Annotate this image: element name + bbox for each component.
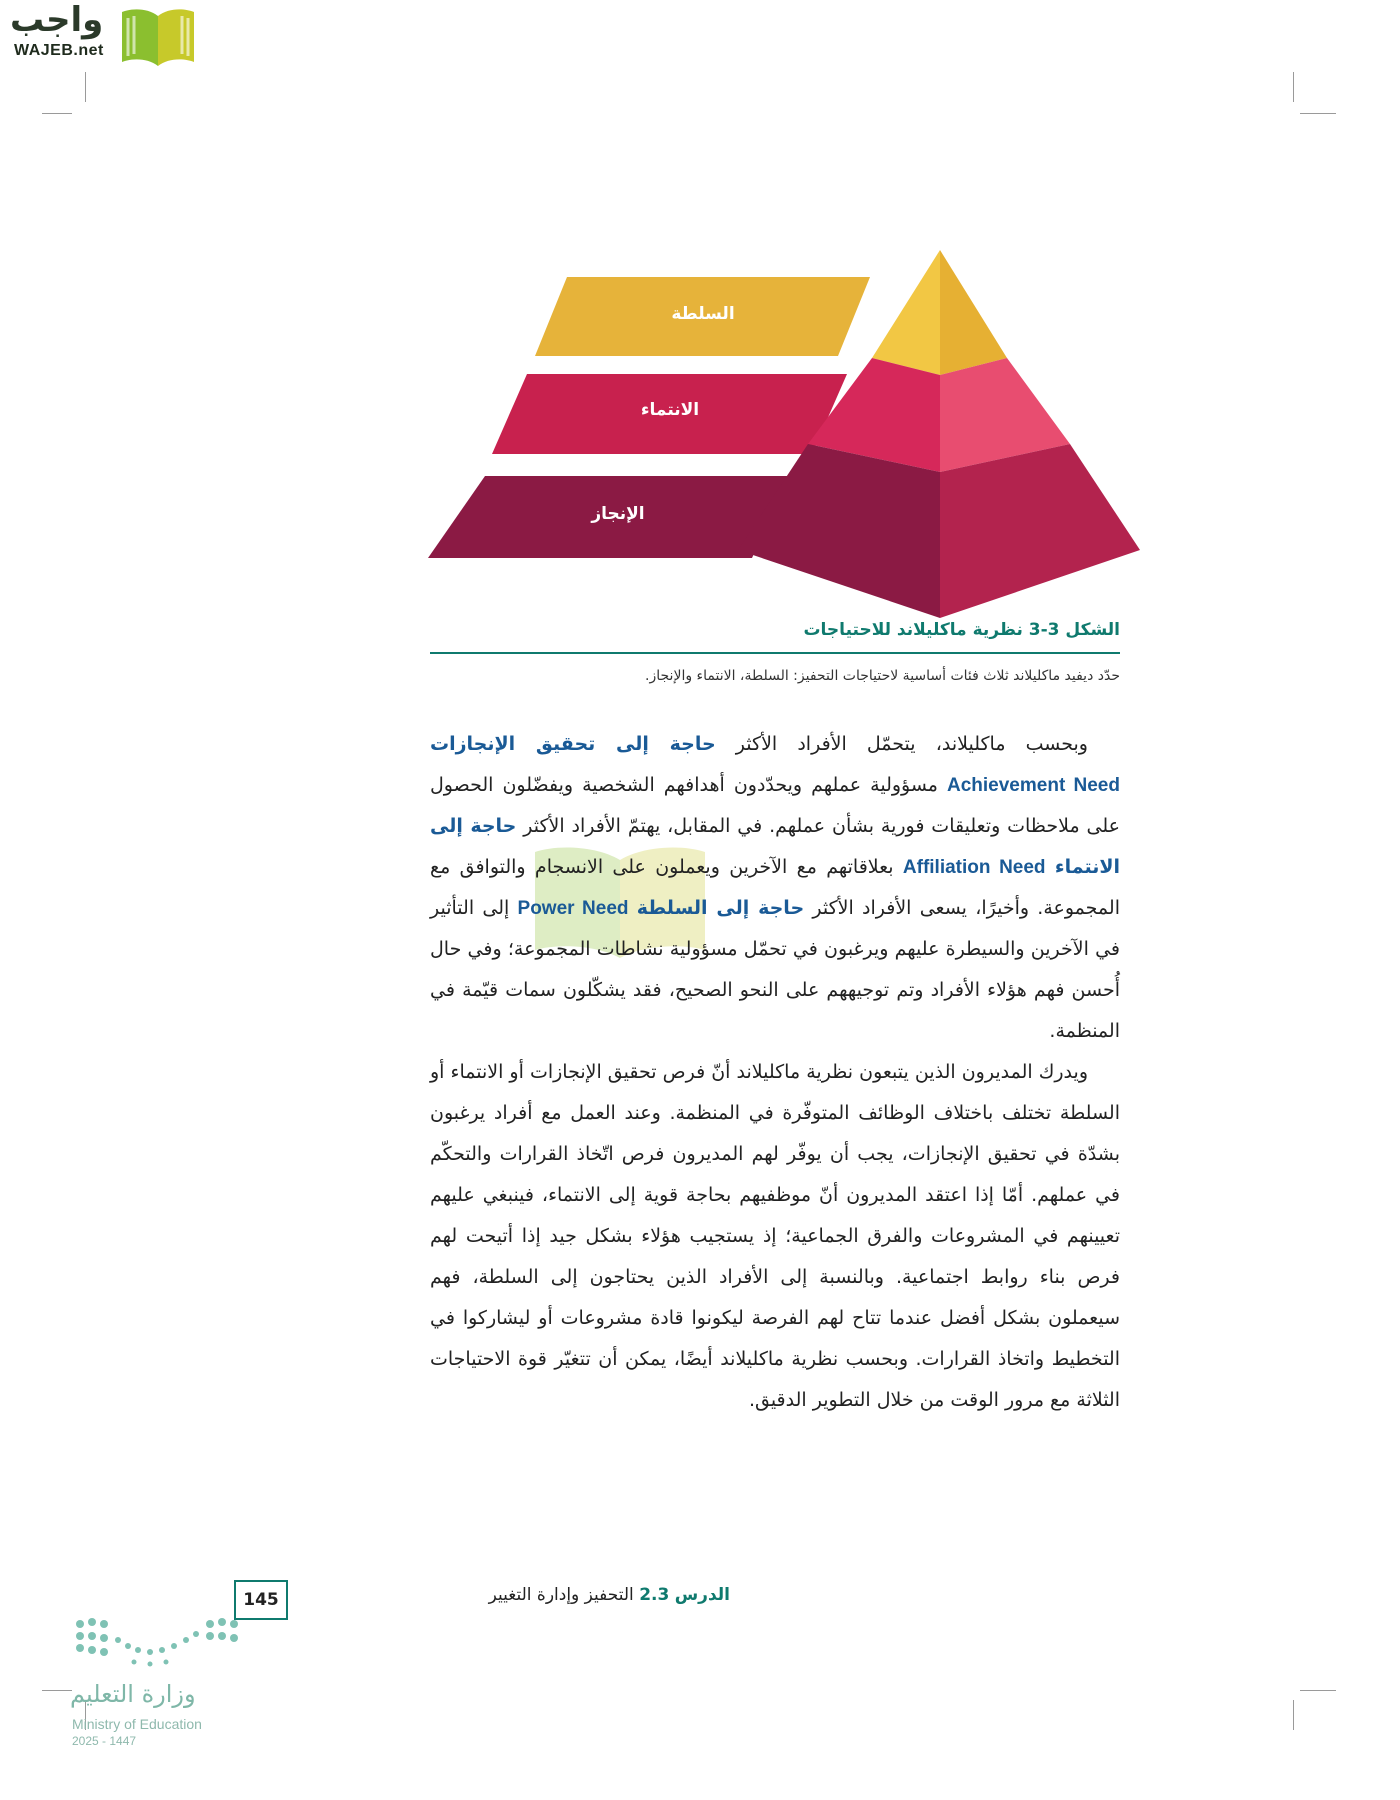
term-achievement-need-en: Achievement Need [947,775,1120,796]
crop-mark [42,1690,72,1691]
academic-year: 2025 - 1447 [72,1734,137,1748]
term-power-need-en: Power Need [517,898,629,919]
pyramid-top-left [872,250,940,375]
ministry-name-english: Ministry of Education [72,1716,202,1732]
page-number: 145 [234,1580,288,1620]
figure-description: حدّد ديفيد ماكليلاند ثلاث فئات أساسية لاحتياجات التحفيز: السلطة، الانتماء والإنجاز. [645,668,1120,684]
crop-mark [42,113,72,114]
ministry-of-education-logo [70,1610,240,1750]
term-affiliation-need-ar: حاجة إلى الانتماء [430,815,1120,878]
body-text [430,724,1120,1421]
crop-mark [1293,72,1294,102]
term-affiliation-need-en: Affiliation Need [902,857,1046,878]
crop-mark [85,72,86,102]
text-run: وبحسب ماكليلاند، يتحمّل الأفراد الأكثر [715,733,1088,755]
ministry-name-arabic: وزارة التعليم [70,1680,196,1708]
wajeb-logo-latin: WAJEB.net [14,42,104,59]
paragraph-2: ويدرك المديرون الذين يتبعون نظرية ماكليلاند أنّ فرص تحقيق الإنجازات أو الانتماء أو السلطة تختلف باختلاف الوظائف المتوفّرة في المنظمة. وعند العمل مع أفراد يرغبون بشدّة في تحقيق الإنجازات، يجب أن يوفّر لهم المديرون فرص اتّخاذ القرارات والتحكّم في عملهم. أمّا إذا اعتقد المديرون أنّ موظفيهم بحاجة قوية إلى الانتماء، فينبغي عليهم تعيينهم في المشروعات والفرق الجماعية؛ إذ يستجيب هؤلاء بشكل جيد إذا أتيحت لهم فرص بناء روابط اجتماعية. وبالنسبة إلى الأفراد الذين يحتاجون إلى السلطة، فهم سيعملون بشكل أفضل عندما تتاح لهم الفرصة ليكونوا قادة مشروعات أو ليشاركوا في التخطيط واتخاذ القرارات. وبحسب نظرية ماكليلاند أيضًا، يمكن أن تتغيّر قوة الاحتياجات الثلاثة مع مرور الوقت من خلال التطوير الدقيق. [430,1061,1120,1411]
text-run: إلى التأثير في الآخرين والسيطرة عليهم ويرغبون في تحمّل مسؤولية نشاطات المجموعة؛ وفي حال أُحسن فهم هؤلاء الأفراد وتم توجيههم على النحو الصحيح، فقد يشكّلون سمات قيّمة في المنظمة. [430,897,1120,1042]
open-book-icon [118,4,198,68]
caption-divider [430,652,1120,654]
label-achievement: الإنجاز [591,504,645,524]
text-run: مسؤولية عملهم ويحدّدون أهدافهم الشخصية ويفضّلون الحصول على ملاحظات وتعليقات فورية بشأن عملهم. في المقابل، يهتمّ الأفراد الأكثر [430,774,1120,837]
term-achievement-need-ar: حاجة إلى تحقيق الإنجازات [430,733,716,755]
term-power-need-ar: حاجة إلى السلطة [636,897,805,919]
crop-mark [1300,113,1336,114]
crop-mark [1293,1700,1294,1730]
pyramid-top-right [940,250,1007,375]
label-affiliation: الانتماء [640,400,700,420]
wajeb-logo-arabic: واجب [10,0,104,40]
lesson-number: 2.3 [639,1585,670,1605]
lesson-title: التحفيز وإدارة التغيير [488,1585,634,1605]
figure-caption: الشكل 3-3 نظرية ماكليلاند للاحتياجات [803,620,1120,640]
pyramid-bottom-right [940,444,1140,618]
label-power: السلطة [671,304,735,324]
text-run: بعلاقاتهم مع الآخرين ويعملون على الانسجام والتوافق مع المجموعة. وأخيرًا، يسعى الأفراد الأكثر [430,856,1120,919]
wajeb-watermark-logo [8,0,198,70]
lesson-label: الدرس [674,1585,730,1605]
pyramid-bottom-left [738,444,940,618]
paragraph-1 [430,724,1120,1052]
footer-lesson [420,1585,730,1605]
ministry-dots-icon [70,1610,240,1670]
mcclelland-pyramid-figure [420,250,1140,630]
crop-mark [1300,1690,1336,1691]
